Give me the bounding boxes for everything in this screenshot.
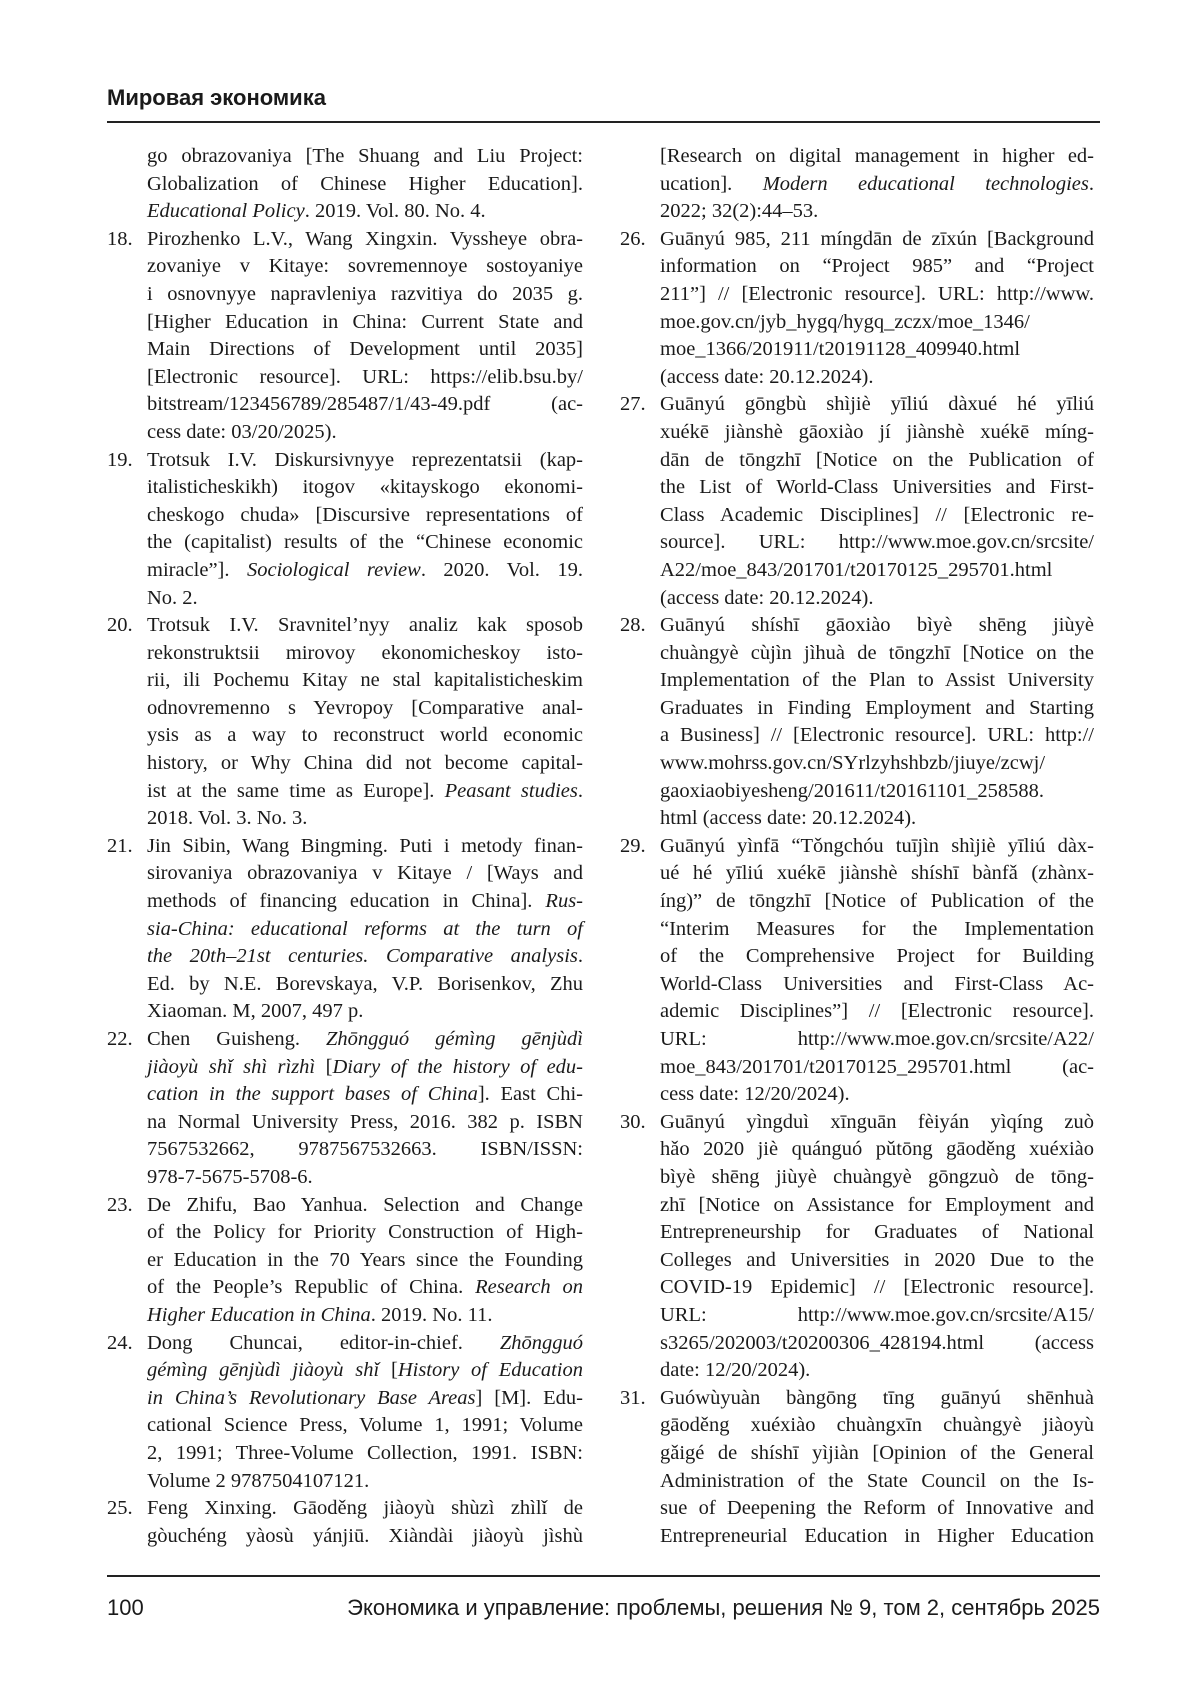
reference-line: COVID-19 Epidemic] // [Electronic resource]. [660,1274,1094,1302]
reference-line: cation in the support bases of China]. East Chi- [147,1081,583,1109]
reference-number: 21. [107,833,133,861]
italic-title: Peasant studies [445,780,578,802]
footer-rule [107,1575,1100,1577]
reference-line: Guānyú shíshī gāoxiào bìyè shēng jiùyè [660,612,1094,640]
reference-line: Main Directions of Development until 2035] [147,336,583,364]
reference-line: 2022; 32(2):44–53. [660,198,1094,226]
reference-line: rii, ili Pochemu Kitay ne stal kapitalisticheskim [147,667,583,695]
reference-line: (access date: 20.12.2024). [660,585,1094,613]
reference-line: er Education in the 70 Years since the Founding [147,1247,583,1275]
reference-line: Globalization of Chinese Higher Education]. [147,171,583,199]
reference-entry [107,447,583,613]
reference-line: Dong Chuncai, editor-in-chief. Zhōngguó [147,1330,583,1358]
reference-line: Implementation of the Plan to Assist University [660,667,1094,695]
reference-line: information on “Project 985” and “Project [660,253,1094,281]
reference-line: jiàoyù shǐ shì rìzhì [Diary of the history of edu- [147,1054,583,1082]
references-column-left [107,143,583,1550]
reference-line: 211”] // [Electronic resource]. URL: http://www. [660,281,1094,309]
reference-line: (access date: 20.12.2024). [660,364,1094,392]
reference-line: italisticheskikh) itogov «kitayskogo ekonomi- [147,474,583,502]
reference-line: World-Class Universities and First-Class Ac- [660,971,1094,999]
reference-line: the List of World-Class Universities and First- [660,474,1094,502]
reference-line: Volume 2 9787504107121. [147,1468,583,1496]
reference-line: Guówùyuàn bàngōng tīng guānyú shēnhuà [660,1385,1094,1413]
italic-title: Educational Policy [147,200,305,222]
italic-title: Sociological review [247,559,421,581]
reference-line: a Business] // [Electronic resource]. URL: http:// [660,722,1094,750]
reference-line: in China’s Revolutionary Base Areas] [M]. Edu- [147,1385,583,1413]
reference-line: rekonstruktsii mirovoy ekonomicheskoy isto- [147,640,583,668]
italic-title: Diary of the history of edu- [332,1056,583,1078]
italic-title: History of Education [398,1359,583,1381]
reference-line: s3265/202003/t20200306_428194.html (access [660,1330,1094,1358]
reference-line: 2, 1991; Three-Volume Collection, 1991. ISBN: [147,1440,583,1468]
reference-line: ué hé yīliú xuékē jiànshè shíshī bànfǎ (zhànx- [660,860,1094,888]
reference-line: na Normal University Press, 2016. 382 p. ISBN [147,1109,583,1137]
reference-line: bitstream/123456789/285487/1/43-49.pdf (ac- [147,391,583,419]
reference-entry [107,1026,583,1192]
reference-number: 25. [107,1495,133,1523]
reference-entry [107,143,583,226]
reference-entry [620,391,1094,612]
reference-line: Guānyú yìnfā “Tǒngchóu tuījìn shìjiè yīliú dàx- [660,833,1094,861]
reference-line: íng)” de tōngzhī [Notice of Publication of the [660,888,1094,916]
reference-number: 18. [107,226,133,254]
reference-entry [620,612,1094,833]
reference-line: [Electronic resource]. URL: https://elib.bsu.by/ [147,364,583,392]
reference-line: history, or Why China did not become capital- [147,750,583,778]
reference-line: 978-7-5675-5708-6. [147,1164,583,1192]
italic-title: gémìng gēnjùdì jiàoyù shǐ [147,1359,379,1381]
journal-issue: Экономика и управление: проблемы, решения № 9, том 2, сентябрь 2025 [347,1594,1100,1622]
reference-line: gémìng gēnjùdì jiàoyù shǐ [History of Education [147,1357,583,1385]
reference-line [147,916,583,944]
reference-line: 7567532662, 9787567532663. ISBN/ISSN: [147,1136,583,1164]
reference-line: Entrepreneurial Education in Higher Education [660,1523,1094,1551]
reference-line: ucation]. Modern educational technologies. [660,171,1094,199]
reference-line: i osnovnyye napravleniya razvitiya do 2035 g. [147,281,583,309]
reference-line: ist at the same time as Europe]. Peasant studies. [147,778,583,806]
reference-line: cheskogo chuda» [Discursive representations of [147,502,583,530]
reference-line: Educational Policy. 2019. Vol. 80. No. 4. [147,198,583,226]
reference-line: zovaniye v Kitaye: sovremennoye sostoyaniye [147,253,583,281]
reference-number: 22. [107,1026,133,1054]
reference-line: Entrepreneurship for Graduates of National [660,1219,1094,1247]
reference-line: of the Comprehensive Project for Building [660,943,1094,971]
reference-line: No. 2. [147,585,583,613]
reference-line: Xiaoman. M, 2007, 497 p. [147,998,583,1026]
reference-line: moe_843/201701/t20170125_295701.html (ac- [660,1054,1094,1082]
reference-line: odnovremenno s Yevropoy [Comparative anal- [147,695,583,723]
section-title: Мировая экономика [107,84,326,112]
reference-line: [Higher Education in China: Current State and [147,309,583,337]
reference-line: html (access date: 20.12.2024). [660,805,1094,833]
reference-line: Guānyú gōngbù shìjiè yīliú dàxué hé yīliú [660,391,1094,419]
reference-line: of the Policy for Priority Construction of High- [147,1219,583,1247]
italic-title: in China’s Revolutionary Base Areas [147,1387,476,1409]
italic-title: jiàoyù shǐ shì rìzhì [147,1056,315,1078]
reference-number: 19. [107,447,133,475]
reference-line: ademic Disciplines”] // [Electronic resource]. [660,998,1094,1026]
reference-line: Feng Xinxing. Gāoděng jiàoyù shùzì zhìlǐ de [147,1495,583,1523]
reference-number: 20. [107,612,133,640]
reference-line: Jin Sibin, Wang Bingming. Puti i metody finan- [147,833,583,861]
reference-line: gòuchéng yàosù yánjiū. Xiàndài jiàoyù jìshù [147,1523,583,1551]
reference-line: gaoxiaobiyesheng/201611/t20161101_258588. [660,778,1094,806]
reference-line: [Research on digital management in higher ed- [660,143,1094,171]
reference-line: Higher Education in China. 2019. No. 11. [147,1302,583,1330]
reference-line: of the People’s Republic of China. Research on [147,1274,583,1302]
page-number: 100 [107,1594,144,1622]
reference-entry [620,1385,1094,1551]
reference-line: cess date: 12/20/2024). [660,1081,1094,1109]
reference-line: bìyè shēng jiùyè chuàngyè gōngzuò de tōng- [660,1164,1094,1192]
reference-entry [107,1330,583,1496]
reference-line: “Interim Measures for the Implementation [660,916,1094,944]
reference-line: cess date: 03/20/2025). [147,419,583,447]
reference-entry [620,226,1094,392]
italic-title: Higher Education in China [147,1304,371,1326]
reference-line: moe.gov.cn/jyb_hygq/hygq_zczx/moe_1346/ [660,309,1094,337]
reference-line: xuékē jiànshè gāoxiào jí jiànshè xuékē míng- [660,419,1094,447]
reference-line: Pirozhenko L.V., Wang Xingxin. Vyssheye obra- [147,226,583,254]
reference-line: A22/moe_843/201701/t20170125_295701.html [660,557,1094,585]
reference-number: 27. [620,391,646,419]
reference-line: Ed. by N.E. Borevskaya, V.P. Borisenkov, Zhu [147,971,583,999]
reference-line: moe_1366/201911/t20191128_409940.html [660,336,1094,364]
reference-line: Colleges and Universities in 2020 Due to the [660,1247,1094,1275]
reference-line: URL: http://www.moe.gov.cn/srcsite/A15/ [660,1302,1094,1330]
reference-line: date: 12/20/2024). [660,1357,1094,1385]
reference-entry [107,1495,583,1550]
italic-title: Zhōngguó [500,1332,583,1354]
reference-entry [620,1109,1094,1385]
reference-line: sue of Deepening the Reform of Innovative and [660,1495,1094,1523]
references-column-right [620,143,1094,1550]
reference-line: cational Science Press, Volume 1, 1991; Volume [147,1412,583,1440]
reference-line: Chen Guisheng. Zhōngguó gémìng gēnjùdì [147,1026,583,1054]
reference-line: Graduates in Finding Employment and Starting [660,695,1094,723]
reference-number: 30. [620,1109,646,1137]
italic-title: Zhōngguó gémìng gēnjùdì [326,1028,583,1050]
reference-line: Guānyú yìngduì xīnguān fèiyán yìqíng zuò [660,1109,1094,1137]
italic-title: the 20th–21st centuries. Comparative analysis [147,945,578,967]
reference-number: 24. [107,1330,133,1358]
reference-line: Trotsuk I.V. Diskursivnyye reprezentatsii (kap- [147,447,583,475]
reference-entry [107,226,583,447]
reference-line: gǎigé de shíshī yìjiàn [Opinion of the General [660,1440,1094,1468]
reference-line: gāoděng xuéxiào chuàngxīn chuàngyè jiàoyù [660,1412,1094,1440]
italic-title: Research on [475,1276,583,1298]
reference-line: source]. URL: http://www.moe.gov.cn/srcsite/ [660,529,1094,557]
reference-number: 31. [620,1385,646,1413]
reference-line: Class Academic Disciplines] // [Electronic re- [660,502,1094,530]
reference-line: Guānyú 985, 211 míngdān de zīxún [Background [660,226,1094,254]
reference-line: chuàngyè cùjìn jìhuà de tōngzhī [Notice on the [660,640,1094,668]
italic-title: cation in the support bases of China [147,1083,478,1105]
italic-title: Modern educational technologies [763,173,1089,195]
reference-line: zhī [Notice on Assistance for Employment and [660,1192,1094,1220]
reference-entry [107,1192,583,1330]
reference-entry [620,833,1094,1109]
reference-number: 28. [620,612,646,640]
reference-line: the 20th–21st centuries. Comparative analysis. [147,943,583,971]
reference-line: hǎo 2020 jiè quánguó pǔtōng gāoděng xuéxiào [660,1136,1094,1164]
reference-line: go obrazovaniya [The Shuang and Liu Project: [147,143,583,171]
italic-title: sia-China: educational reforms at the turn of [147,918,583,940]
header-rule [107,121,1100,123]
reference-entry [107,833,583,1026]
reference-line: Administration of the State Council on the Is- [660,1468,1094,1496]
reference-line: 2018. Vol. 3. No. 3. [147,805,583,833]
reference-line: dān de tōngzhī [Notice on the Publication of [660,447,1094,475]
reference-entry [620,143,1094,226]
reference-line: sirovaniya obrazovaniya v Kitaye / [Ways and [147,860,583,888]
reference-line: Trotsuk I.V. Sravnitel’nyy analiz kak sposob [147,612,583,640]
reference-line: miracle”]. Sociological review. 2020. Vol. 19. [147,557,583,585]
italic-title: Rus- [545,890,583,912]
reference-line: methods of financing education in China]. Rus- [147,888,583,916]
reference-number: 29. [620,833,646,861]
reference-line: De Zhifu, Bao Yanhua. Selection and Change [147,1192,583,1220]
reference-line: URL: http://www.moe.gov.cn/srcsite/A22/ [660,1026,1094,1054]
reference-line: ysis as a way to reconstruct world economic [147,722,583,750]
reference-line: www.mohrss.gov.cn/SYrlzyhshbzb/jiuye/zcwj/ [660,750,1094,778]
reference-line: the (capitalist) results of the “Chinese economic [147,529,583,557]
reference-number: 26. [620,226,646,254]
reference-number: 23. [107,1192,133,1220]
reference-entry [107,612,583,833]
